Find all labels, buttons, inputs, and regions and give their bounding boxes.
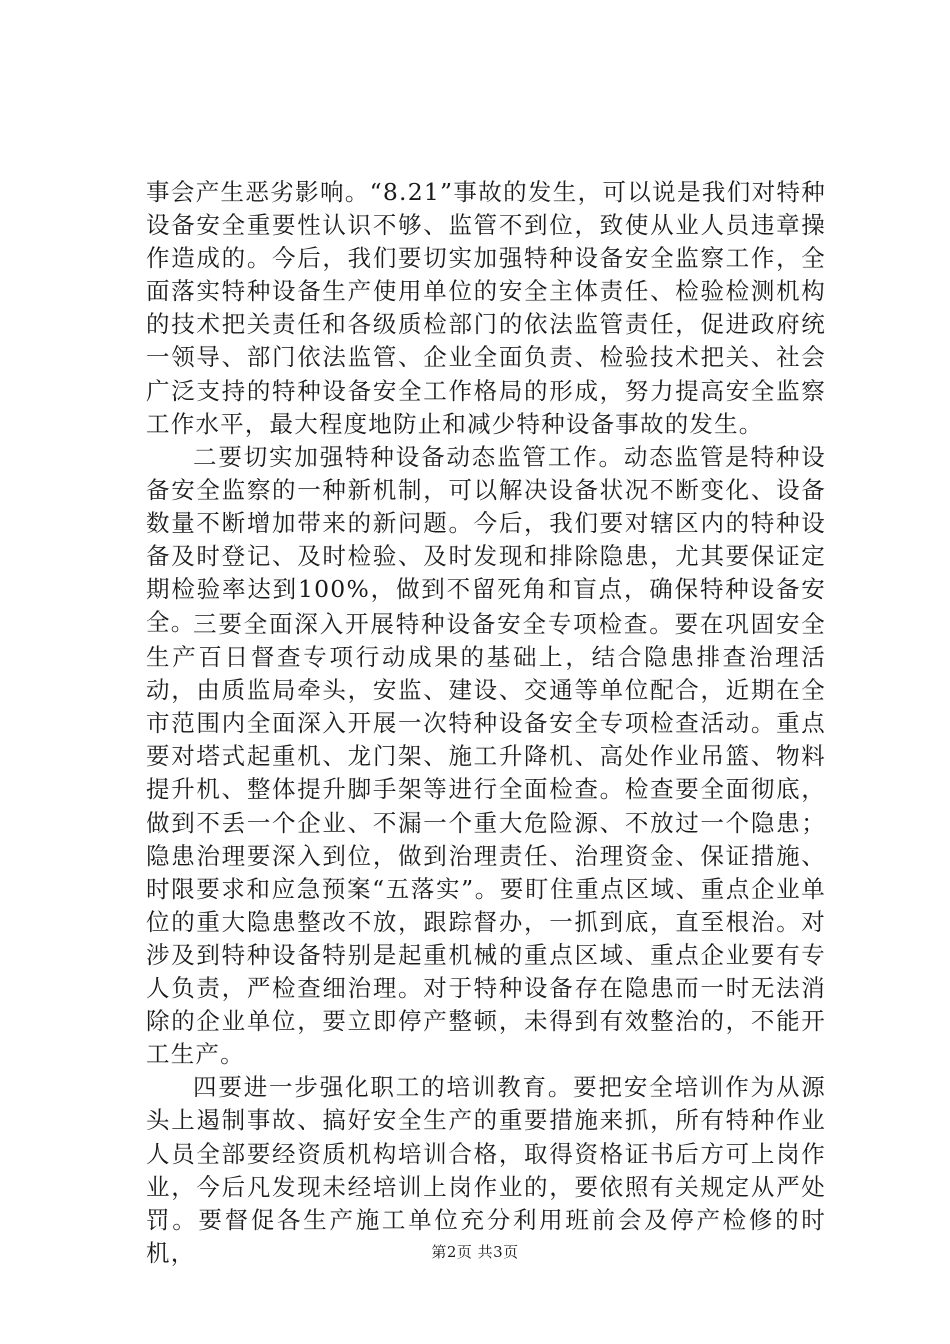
paragraph-continuation: 事会产生恶劣影响。“8.21”事故的发生，可以说是我们对特种设备安全重要性认识不够、监管不到位，致使从业人员违章操作造成的。今后，我们要切实加强特种设备安全监察工作，全面落实特种设备生产使用单位的安全主体责任、检验检测机构的技术把关责任和各级质检部门的依法监管责任，促进政府统一领导、部门依法监管、企业全面负责、检验技术把关、社会广泛支持的特种设备安全工作格局的形成，努力提高安全监察工作水平，最大程度地防止和减少特种设备事故的发生。: [146, 178, 826, 438]
page-number-footer: 第2页 共3页: [431, 1243, 519, 1261]
paragraph-special-inspection: 三要全面深入开展特种设备安全专项检查。要在巩固安全生产百日督查专项行动成果的基础上，结合隐患排查治理活动，由质监局牵头，安监、建设、交通等单位配合，近期在全市范围内全面深入开展一次特种设备安全专项检查活动。重点要对塔式起重机、龙门架、施工升降机、高处作业吊篮、物料提升机、整体提升脚手架等进行全面检查。检查要全面彻底，做到不丢一个企业、不漏一个重大危险源、不放过一个隐患；隐患治理要深入到位，做到治理责任、治理资金、保证措施、时限要求和应急预案“五落实”。要盯住重点区域、重点企业单位的重大隐患整改不放，跟踪督办，一抓到底，直至根治。对涉及到特种设备特别是起重机械的重点区域、重点企业要有专人负责，严检查细治理。对于特种设备存在隐患而一时无法消除的企业单位，要立即停产整顿，未得到有效整治的，不能开工生产。: [146, 610, 826, 1069]
text-block-upper: [146, 176, 826, 639]
text-block-lower: [146, 608, 826, 1270]
paragraph-dynamic-supervision: 二要切实加强特种设备动态监管工作。动态监管是特种设备安全监察的一种新机制，可以解决设备状况不断变化、设备数量不断增加带来的新问题。今后，我们要对辖区内的特种设备及时登记、及时检验、及时发现和排除隐患，尤其要保证定期检验率达到100%，做到不留死角和盲点，确保特种设备安全。: [146, 442, 826, 637]
paragraph-staff-training: 四要进一步强化职工的培训教育。要把安全培训作为从源头上遏制事故、搞好安全生产的重要措施来抓，所有特种作业人员全部要经资质机构培训合格，取得资格证书后方可上岗作业，今后凡发现未经培训上岗作业的，要依照有关规定从严处罚。要督促各生产施工单位充分利用班前会及停产检修的时机，: [146, 1073, 826, 1267]
